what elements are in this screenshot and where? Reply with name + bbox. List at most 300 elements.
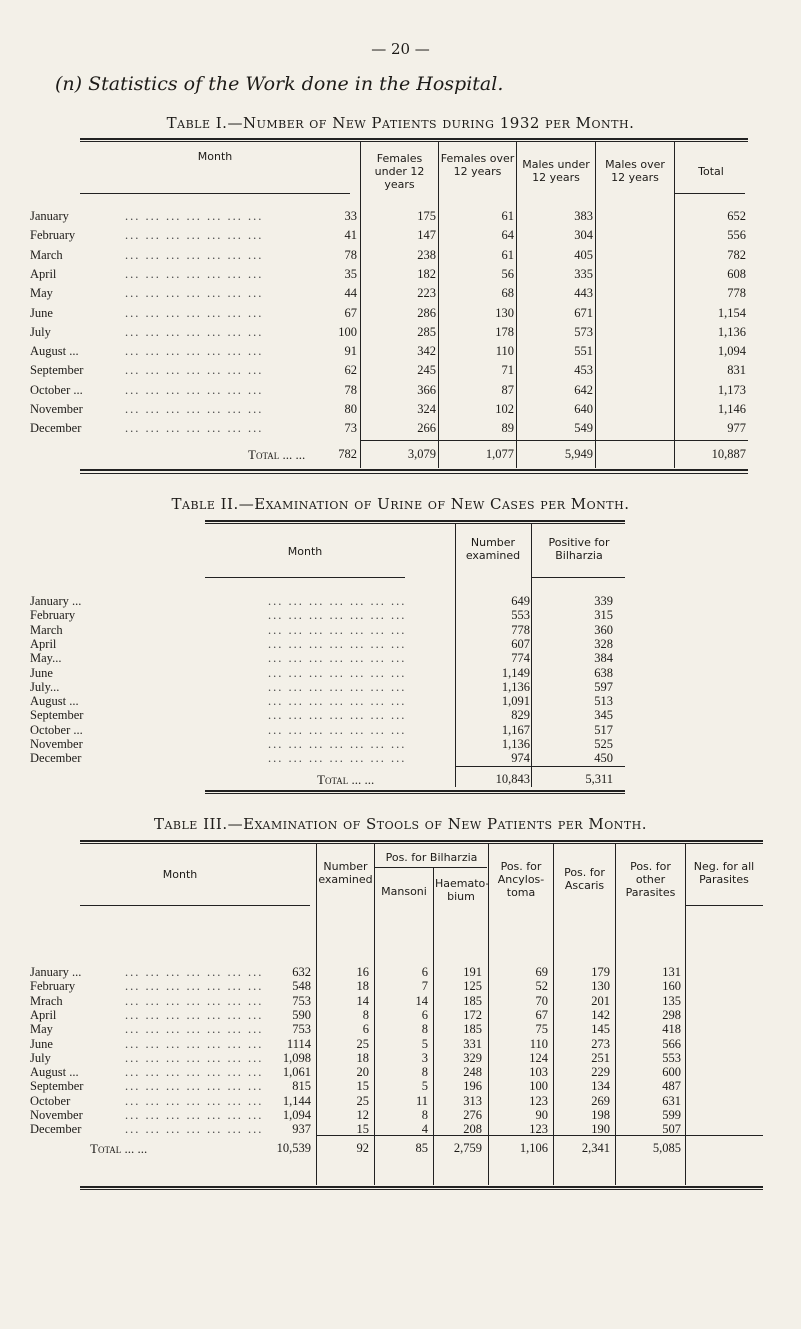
month-cell: July <box>30 1050 51 1065</box>
table-row <box>30 344 750 358</box>
leader-dots: ... ... ... ... ... ... ... <box>125 1093 264 1108</box>
table-row <box>30 651 750 665</box>
total-cell: 92 <box>356 1141 369 1155</box>
total-cell: 5,311 <box>585 772 613 786</box>
value-cell: 100 <box>338 324 357 339</box>
value-cell: 566 <box>662 1036 681 1051</box>
total-cell: 1,106 <box>519 1141 548 1155</box>
value-cell: 123 <box>529 1122 548 1137</box>
t2-header-number: Number examined <box>465 536 521 562</box>
total-cell: 1,077 <box>485 447 514 461</box>
t3-header-number: Number examined <box>318 860 373 886</box>
value-cell: 335 <box>574 266 593 281</box>
total-cell: 2,341 <box>581 1141 610 1155</box>
value-cell: 130 <box>495 305 514 320</box>
value-cell: 1,154 <box>717 305 746 320</box>
leader-dots: ... ... ... ... ... ... ... <box>125 1036 264 1051</box>
t1-header-males-over: Males over 12 years <box>605 158 665 184</box>
month-cell: April <box>30 266 57 281</box>
month-cell: July... <box>30 679 60 694</box>
month-cell: September <box>30 363 84 378</box>
value-cell: 977 <box>727 421 746 436</box>
value-cell: 450 <box>594 751 613 766</box>
leader-dots: ... ... ... ... ... ... ... <box>268 708 407 723</box>
month-cell: July <box>30 324 51 339</box>
value-cell: 147 <box>417 228 436 243</box>
leader-dots: ... ... ... ... ... ... ... <box>125 1007 264 1022</box>
table-row <box>30 737 750 751</box>
value-cell: 15 <box>356 1122 369 1137</box>
value-cell: 185 <box>463 1022 482 1037</box>
value-cell: 600 <box>662 1065 681 1080</box>
value-cell: 70 <box>535 993 548 1008</box>
value-cell: 41 <box>344 228 357 243</box>
month-cell: February <box>30 608 76 623</box>
value-cell: 649 <box>511 594 530 608</box>
table-row <box>30 1051 770 1065</box>
leader-dots: ... ... ... ... ... ... ... <box>125 965 264 979</box>
month-cell: February <box>30 228 76 243</box>
table-row <box>30 267 750 281</box>
table-row <box>30 594 750 608</box>
total-label: Total ... ... <box>317 772 375 787</box>
table-row <box>30 286 750 300</box>
value-cell: 1,061 <box>282 1065 311 1080</box>
month-cell: December <box>30 751 82 766</box>
value-cell: 44 <box>344 286 357 301</box>
leader-dots: ... ... ... ... ... ... ... <box>125 209 264 223</box>
value-cell: 1,091 <box>501 694 530 709</box>
month-cell: November <box>30 1108 83 1122</box>
table-row <box>30 1065 770 1079</box>
leader-dots: ... ... ... ... ... ... ... <box>125 979 264 994</box>
value-cell: 286 <box>417 305 436 320</box>
value-cell: 507 <box>662 1122 681 1137</box>
value-cell: 384 <box>594 651 613 666</box>
value-cell: 135 <box>662 993 681 1008</box>
leader-dots: ... ... ... ... ... ... ... <box>125 993 264 1008</box>
leader-dots: ... ... ... ... ... ... ... <box>125 286 264 301</box>
month-cell: August ... <box>30 694 79 709</box>
t3-header-ascaris: Pos. for Ascaris <box>564 866 605 892</box>
table-row <box>30 325 750 339</box>
value-cell: 517 <box>594 722 613 737</box>
value-cell: 25 <box>356 1036 369 1051</box>
month-cell: October ... <box>30 382 83 397</box>
month-cell: May <box>30 286 53 301</box>
t1-total-row <box>30 447 750 463</box>
value-cell: 35 <box>344 266 357 281</box>
table-row <box>30 209 750 223</box>
value-cell: 73 <box>344 421 357 436</box>
table-row <box>30 637 750 651</box>
month-cell: November <box>30 402 83 416</box>
value-cell: 829 <box>511 708 530 723</box>
total-cell: 10,539 <box>276 1141 311 1155</box>
value-cell: 18 <box>356 1050 369 1065</box>
value-cell: 91 <box>344 344 357 359</box>
value-cell: 90 <box>535 1108 548 1122</box>
page-number: — 20 — <box>371 40 430 58</box>
leader-dots: ... ... ... ... ... ... ... <box>125 1108 264 1122</box>
value-cell: 238 <box>417 247 436 262</box>
value-cell: 548 <box>292 979 311 994</box>
value-cell: 172 <box>463 1007 482 1022</box>
value-cell: 248 <box>463 1065 482 1080</box>
month-cell: January ... <box>30 965 82 979</box>
value-cell: 5 <box>421 1036 428 1051</box>
value-cell: 185 <box>463 993 482 1008</box>
value-cell: 131 <box>662 965 681 979</box>
leader-dots: ... ... ... ... ... ... ... <box>125 421 264 436</box>
value-cell: 360 <box>594 622 613 637</box>
value-cell: 1,146 <box>717 402 746 416</box>
value-cell: 5 <box>421 1079 428 1094</box>
value-cell: 632 <box>292 965 311 979</box>
month-cell: November <box>30 737 83 751</box>
value-cell: 8 <box>421 1108 428 1122</box>
month-cell: October <box>30 1093 71 1108</box>
value-cell: 1,094 <box>717 344 746 359</box>
leader-dots: ... ... ... ... ... ... ... <box>268 737 407 751</box>
value-cell: 75 <box>535 1022 548 1037</box>
value-cell: 56 <box>501 266 514 281</box>
value-cell: 64 <box>501 228 514 243</box>
table-row <box>30 965 770 979</box>
month-cell: October ... <box>30 722 83 737</box>
value-cell: 245 <box>417 363 436 378</box>
value-cell: 453 <box>574 363 593 378</box>
value-cell: 229 <box>591 1065 610 1080</box>
value-cell: 196 <box>463 1079 482 1094</box>
value-cell: 18 <box>356 979 369 994</box>
table-row <box>30 383 750 397</box>
value-cell: 130 <box>591 979 610 994</box>
leader-dots: ... ... ... ... ... ... ... <box>125 382 264 397</box>
value-cell: 6 <box>421 965 428 979</box>
table-row <box>30 680 750 694</box>
table-row <box>30 1094 770 1108</box>
month-cell: March <box>30 622 63 637</box>
table-row <box>30 1079 770 1093</box>
t3-header-haemato: Haemato-bium <box>435 877 490 903</box>
month-cell: April <box>30 1007 57 1022</box>
t3-header-mansoni: Mansoni <box>381 885 427 898</box>
leader-dots: ... ... ... ... ... ... ... <box>125 1022 264 1037</box>
value-cell: 553 <box>511 608 530 623</box>
leader-dots: ... ... ... ... ... ... ... <box>125 1050 264 1065</box>
table-row <box>30 363 750 377</box>
value-cell: 638 <box>594 665 613 680</box>
value-cell: 68 <box>501 286 514 301</box>
value-cell: 160 <box>662 979 681 994</box>
value-cell: 14 <box>415 993 428 1008</box>
leader-dots: ... ... ... ... ... ... ... <box>125 266 264 281</box>
leader-dots: ... ... ... ... ... ... ... <box>268 622 407 637</box>
value-cell: 339 <box>594 594 613 608</box>
table-row <box>30 306 750 320</box>
t3-header-ancylos: Pos. for Ancylos-toma <box>497 860 545 899</box>
value-cell: 14 <box>356 993 369 1008</box>
leader-dots: ... ... ... ... ... ... ... <box>125 402 264 416</box>
total-cell: 10,887 <box>711 447 746 461</box>
value-cell: 71 <box>501 363 514 378</box>
leader-dots: ... ... ... ... ... ... ... <box>268 694 407 709</box>
value-cell: 87 <box>501 382 514 397</box>
leader-dots: ... ... ... ... ... ... ... <box>125 324 264 339</box>
value-cell: 652 <box>727 209 746 223</box>
month-cell: December <box>30 1122 82 1137</box>
month-cell: December <box>30 421 82 436</box>
value-cell: 4 <box>421 1122 428 1137</box>
total-cell: 782 <box>338 447 357 461</box>
value-cell: 418 <box>662 1022 681 1037</box>
value-cell: 52 <box>535 979 548 994</box>
value-cell: 208 <box>463 1122 482 1137</box>
table-row <box>30 666 750 680</box>
value-cell: 134 <box>591 1079 610 1094</box>
table-row <box>30 1022 770 1036</box>
value-cell: 1,173 <box>717 382 746 397</box>
total-cell: 2,759 <box>453 1141 482 1155</box>
value-cell: 89 <box>501 421 514 436</box>
value-cell: 607 <box>511 636 530 651</box>
value-cell: 831 <box>727 363 746 378</box>
value-cell: 69 <box>535 965 548 979</box>
value-cell: 298 <box>662 1007 681 1022</box>
value-cell: 590 <box>292 1007 311 1022</box>
leader-dots: ... ... ... ... ... ... ... <box>268 751 407 766</box>
month-cell: June <box>30 1036 53 1051</box>
value-cell: 80 <box>344 402 357 416</box>
table-row <box>30 608 750 622</box>
value-cell: 551 <box>574 344 593 359</box>
value-cell: 11 <box>415 1093 428 1108</box>
table-row <box>30 708 750 722</box>
value-cell: 67 <box>535 1007 548 1022</box>
month-cell: June <box>30 665 53 680</box>
value-cell: 285 <box>417 324 436 339</box>
t1-header-females-under: Females under 12 years <box>374 152 425 191</box>
value-cell: 175 <box>417 209 436 223</box>
value-cell: 6 <box>362 1022 369 1037</box>
value-cell: 631 <box>662 1093 681 1108</box>
value-cell: 178 <box>495 324 514 339</box>
table-row <box>30 1037 770 1051</box>
value-cell: 443 <box>574 286 593 301</box>
value-cell: 223 <box>417 286 436 301</box>
total-cell: 5,949 <box>564 447 593 461</box>
total-label: Total ... ... <box>90 1141 148 1156</box>
table-row <box>30 694 750 708</box>
month-cell: Mrach <box>30 993 63 1008</box>
value-cell: 642 <box>574 382 593 397</box>
total-cell: 3,079 <box>407 447 436 461</box>
value-cell: 671 <box>574 305 593 320</box>
value-cell: 1,098 <box>282 1050 311 1065</box>
value-cell: 1,094 <box>282 1108 311 1122</box>
total-cell: 10,843 <box>495 772 530 786</box>
table-row <box>30 994 770 1008</box>
value-cell: 273 <box>591 1036 610 1051</box>
section-heading: (n) Statistics of the Work done in the Hospital. <box>55 73 504 95</box>
value-cell: 774 <box>511 651 530 666</box>
t3-header-neg: Neg. for all Parasites <box>693 860 755 886</box>
value-cell: 513 <box>594 694 613 709</box>
t1-header-month: Month <box>197 150 233 163</box>
value-cell: 78 <box>344 247 357 262</box>
value-cell: 1,136 <box>501 679 530 694</box>
value-cell: 8 <box>362 1007 369 1022</box>
value-cell: 342 <box>417 344 436 359</box>
value-cell: 1,136 <box>501 737 530 751</box>
value-cell: 553 <box>662 1050 681 1065</box>
month-cell: September <box>30 1079 84 1094</box>
month-cell: February <box>30 979 76 994</box>
month-cell: January <box>30 209 69 223</box>
value-cell: 328 <box>594 636 613 651</box>
value-cell: 62 <box>344 363 357 378</box>
value-cell: 78 <box>344 382 357 397</box>
month-cell: June <box>30 305 53 320</box>
month-cell: March <box>30 247 63 262</box>
value-cell: 778 <box>727 286 746 301</box>
value-cell: 556 <box>727 228 746 243</box>
table1-title: Table I.—Number of New Patients during 1932 per Month. <box>166 114 635 132</box>
leader-dots: ... ... ... ... ... ... ... <box>125 1079 264 1094</box>
value-cell: 20 <box>356 1065 369 1080</box>
value-cell: 487 <box>662 1079 681 1094</box>
leader-dots: ... ... ... ... ... ... ... <box>268 679 407 694</box>
table-row <box>30 751 750 765</box>
t1-header-total: Total <box>698 165 724 178</box>
table-row <box>30 402 750 416</box>
value-cell: 125 <box>463 979 482 994</box>
value-cell: 549 <box>574 421 593 436</box>
total-label: Total ... ... <box>248 447 306 462</box>
t1-header-males-under: Males under 12 years <box>522 158 590 184</box>
month-cell: August ... <box>30 1065 79 1080</box>
value-cell: 67 <box>344 305 357 320</box>
value-cell: 313 <box>463 1093 482 1108</box>
value-cell: 190 <box>591 1122 610 1137</box>
value-cell: 778 <box>511 622 530 637</box>
value-cell: 815 <box>292 1079 311 1094</box>
value-cell: 123 <box>529 1093 548 1108</box>
value-cell: 753 <box>292 993 311 1008</box>
value-cell: 15 <box>356 1079 369 1094</box>
t3-total-row <box>30 1141 770 1157</box>
value-cell: 8 <box>421 1022 428 1037</box>
value-cell: 937 <box>292 1122 311 1137</box>
table-row <box>30 248 750 262</box>
leader-dots: ... ... ... ... ... ... ... <box>125 1065 264 1080</box>
value-cell: 608 <box>727 266 746 281</box>
leader-dots: ... ... ... ... ... ... ... <box>268 608 407 623</box>
leader-dots: ... ... ... ... ... ... ... <box>125 1122 264 1137</box>
value-cell: 1,167 <box>501 722 530 737</box>
table-row <box>30 979 770 993</box>
month-cell: August ... <box>30 344 79 359</box>
value-cell: 3 <box>421 1050 428 1065</box>
t2-total-row <box>30 772 750 788</box>
value-cell: 179 <box>591 965 610 979</box>
value-cell: 1,144 <box>282 1093 311 1108</box>
value-cell: 7 <box>421 979 428 994</box>
value-cell: 1,136 <box>717 324 746 339</box>
value-cell: 145 <box>591 1022 610 1037</box>
leader-dots: ... ... ... ... ... ... ... <box>268 722 407 737</box>
value-cell: 1114 <box>286 1036 311 1051</box>
value-cell: 329 <box>463 1050 482 1065</box>
value-cell: 405 <box>574 247 593 262</box>
month-cell: January ... <box>30 594 82 608</box>
value-cell: 61 <box>501 247 514 262</box>
value-cell: 16 <box>356 965 369 979</box>
leader-dots: ... ... ... ... ... ... ... <box>125 247 264 262</box>
value-cell: 103 <box>529 1065 548 1080</box>
t2-header-positive: Positive for Bilharzia <box>548 536 610 562</box>
value-cell: 102 <box>495 402 514 416</box>
value-cell: 345 <box>594 708 613 723</box>
total-cell: 5,085 <box>652 1141 681 1155</box>
value-cell: 597 <box>594 679 613 694</box>
leader-dots: ... ... ... ... ... ... ... <box>268 594 407 608</box>
month-cell: May... <box>30 651 62 666</box>
t2-header-month: Month <box>287 545 323 558</box>
table-row <box>30 1108 770 1122</box>
value-cell: 753 <box>292 1022 311 1037</box>
value-cell: 304 <box>574 228 593 243</box>
t3-header-month: Month <box>162 868 198 881</box>
value-cell: 383 <box>574 209 593 223</box>
total-cell: 85 <box>415 1141 428 1155</box>
value-cell: 266 <box>417 421 436 436</box>
value-cell: 124 <box>529 1050 548 1065</box>
value-cell: 331 <box>463 1036 482 1051</box>
value-cell: 640 <box>574 402 593 416</box>
value-cell: 525 <box>594 737 613 751</box>
leader-dots: ... ... ... ... ... ... ... <box>125 344 264 359</box>
leader-dots: ... ... ... ... ... ... ... <box>268 665 407 680</box>
leader-dots: ... ... ... ... ... ... ... <box>268 651 407 666</box>
leader-dots: ... ... ... ... ... ... ... <box>125 305 264 320</box>
value-cell: 191 <box>463 965 482 979</box>
value-cell: 1,149 <box>501 665 530 680</box>
month-cell: May <box>30 1022 53 1037</box>
t3-header-other: Pos. for other Parasites <box>625 860 676 899</box>
leader-dots: ... ... ... ... ... ... ... <box>125 363 264 378</box>
table2-title: Table II.—Examination of Urine of New Cases per Month. <box>171 495 630 513</box>
value-cell: 110 <box>495 344 514 359</box>
value-cell: 315 <box>594 608 613 623</box>
value-cell: 6 <box>421 1007 428 1022</box>
value-cell: 573 <box>574 324 593 339</box>
table-row <box>30 421 750 435</box>
month-cell: September <box>30 708 84 723</box>
table-row <box>30 228 750 242</box>
value-cell: 100 <box>529 1079 548 1094</box>
value-cell: 782 <box>727 247 746 262</box>
value-cell: 599 <box>662 1108 681 1122</box>
leader-dots: ... ... ... ... ... ... ... <box>125 228 264 243</box>
value-cell: 182 <box>417 266 436 281</box>
value-cell: 324 <box>417 402 436 416</box>
table-row <box>30 623 750 637</box>
value-cell: 269 <box>591 1093 610 1108</box>
table-row <box>30 723 750 737</box>
value-cell: 33 <box>344 209 357 223</box>
